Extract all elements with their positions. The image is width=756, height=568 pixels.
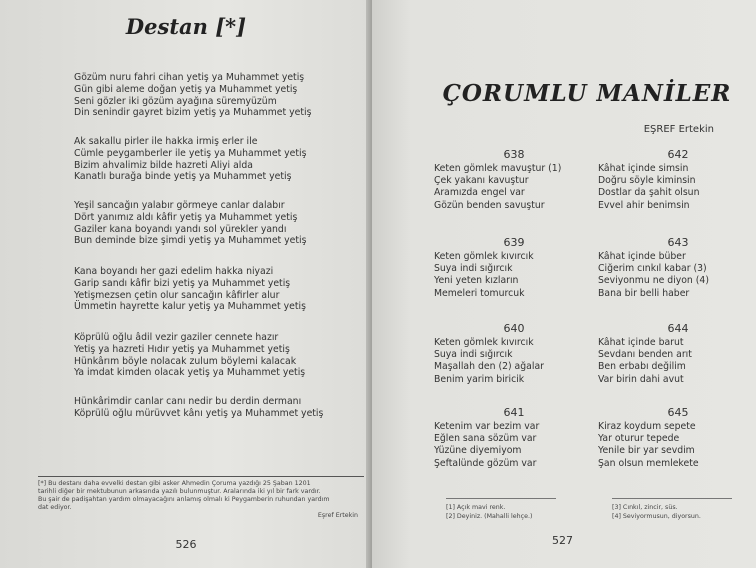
stanza <box>74 332 344 379</box>
mani-line: Kâhat içinde simsin <box>598 163 689 174</box>
mani-line: Ben erbabı değilim <box>598 361 686 373</box>
verse-line: Köprülü oğlu âdil vezir gaziler cennete hazır <box>74 332 279 343</box>
verse-line: Ak sakallu pirler ile hakka irmiş erler ile <box>74 136 258 147</box>
verse-line: Hünkârimdir canlar canı nedir bu derdin dermanı <box>74 396 302 407</box>
mani-line: Aramızda engel var <box>434 187 525 199</box>
mani-number: 640 <box>503 322 525 335</box>
stanza <box>74 136 344 183</box>
mani-line: Yüzüne diyemiyom <box>434 445 522 457</box>
mani-line: Suya indi sığırcık <box>434 263 513 275</box>
mani-line: Bana bir belli haber <box>598 287 690 299</box>
verse-line: Dört yanımız aldı kâfir yetiş ya Muhammet yetiş <box>74 211 298 223</box>
mani-number: 642 <box>667 148 689 161</box>
verse-line: Ya imdat kimden olacak yetiş ya Muhammet yetiş <box>74 367 306 379</box>
mani-number: 638 <box>503 148 525 161</box>
stanza <box>74 266 344 313</box>
mani-line: Eğlen sana sözüm var <box>434 433 537 445</box>
mani-line: Yar oturur tepede <box>598 433 680 445</box>
verse-line: Gün gibi aleme doğan yetiş ya Muhammet yetiş <box>74 83 298 95</box>
page-number-right: 527 <box>552 534 573 547</box>
mani-line: Keten gömlek mavuştur (1) <box>434 163 562 174</box>
verse-line: Hünkârım böyle nolacak zulum böylemi kalacak <box>74 355 297 367</box>
mani-block <box>598 148 756 212</box>
footnote-line: Bu şair de padişahtan yardım olmayacağını anlamış olmalı ki Peygamberin ruhundan yardım <box>38 496 330 503</box>
mani-line: Çek yakanı kavuştur <box>434 175 529 187</box>
verse-line: Gözüm nuru fahri cihan yetiş ya Muhammet yetiş <box>74 72 305 83</box>
mani-block <box>434 148 594 212</box>
mani-line: Kâhat içinde barut <box>598 337 684 348</box>
mani-number: 639 <box>503 236 525 249</box>
mani-line: Şeftalünde gözüm var <box>434 457 537 469</box>
mani-block <box>434 322 594 386</box>
verse-line: Bizim ahvalimiz bilde hazreti Aliyi alda <box>74 159 253 171</box>
mani-line: Dostlar da şahit olsun <box>598 187 700 199</box>
footnote-line: [2] Deyiniz. (Mahalli lehçe.) <box>446 513 533 520</box>
mani-number: 644 <box>667 322 689 335</box>
author-name: EŞREF Ertekin <box>643 124 714 135</box>
mani-line: Memeleri tomurcuk <box>434 287 525 299</box>
verse-line: Gaziler kana boyandı yandı sol yürekler yandı <box>74 223 287 235</box>
verse-line: Ümmetin hayrette kalur yetiş ya Muhammet yetiş <box>74 301 306 313</box>
mani-line: Kiraz koydum sepete <box>598 421 696 432</box>
verse-line: Yeşil sancağın yalabır görmeye canlar dalabır <box>74 200 285 211</box>
mani-line: Suya indi sığırcık <box>434 349 513 361</box>
mani-line: Evvel ahir benimsin <box>598 199 690 211</box>
mani-line: Var birin dahi avut <box>598 373 684 385</box>
mani-number: 643 <box>667 236 689 249</box>
left-footnote <box>38 476 364 520</box>
mani-block <box>598 236 756 300</box>
stanza <box>74 200 344 247</box>
verse-line: Garip sandı kâfir bizi yetiş ya Muhammet yetiş <box>74 277 291 289</box>
verse-line: Din senindir gayret bizim yetiş ya Muhammet yetiş <box>74 107 312 119</box>
mani-line: Sevdanı benden arıt <box>598 349 692 361</box>
stanza <box>74 72 344 119</box>
footnote-line: [1] Açık mavi renk. <box>446 504 506 511</box>
stanza <box>74 396 344 420</box>
mani-line: Şan olsun memlekete <box>598 457 699 469</box>
verse-line: Cümle peygamberler ile yetiş ya Muhammet yetiş <box>74 147 307 159</box>
verse-line: Seni gözler iki gözüm ayağına süremyüzüm <box>74 95 277 107</box>
mani-line: Ciğerim cınkıl kabar (3) <box>598 263 707 275</box>
mani-number: 645 <box>667 406 689 419</box>
verse-line: Bun deminde bize şimdi yetiş ya Muhammet yetiş <box>74 235 307 247</box>
right-footnotes-left <box>446 498 556 521</box>
section-title: ÇORUMLU MANİLER <box>442 80 732 107</box>
left-page <box>0 0 372 568</box>
footnote-line: tarihli diğer bir mektubunun arkasında yazılı bulunmuştur. Aralarında iki yıl bir fark vardır. <box>38 488 321 495</box>
footnote-signature: Eşref Ertekin <box>317 512 358 519</box>
footnote-line: dat ediyor. <box>38 504 72 511</box>
mani-line: Seviyonmu ne diyon (4) <box>598 275 709 287</box>
mani-line: Ketenim var bezim var <box>434 421 540 432</box>
mani-line: Benim yarim biricik <box>434 373 525 385</box>
mani-line: Yenile bir yar sevdim <box>598 445 695 457</box>
footnote-line: [3] Cınkıl, zincir, süs. <box>612 504 678 511</box>
right-page <box>372 0 756 568</box>
verse-line: Kanatlı burağa binde yetiş ya Muhammet yetiş <box>74 171 292 183</box>
right-footnotes-right <box>612 498 732 521</box>
mani-line: Maşallah den (2) ağalar <box>434 361 544 373</box>
mani-line: Gözün benden savuştur <box>434 199 545 211</box>
mani-number: 641 <box>503 406 525 419</box>
mani-line: Keten gömlek kıvırcık <box>434 251 534 262</box>
verse-line: Yetişmezsen çetin olur sancağın kâfirler alur <box>74 289 280 301</box>
mani-block <box>598 406 756 470</box>
mani-line: Yeni yeten kızların <box>434 275 519 287</box>
mani-block <box>598 322 756 386</box>
footnote-line: [4] Seviyormusun, diyorsun. <box>612 513 701 520</box>
mani-block <box>434 236 594 300</box>
mani-block <box>434 406 594 470</box>
mani-line: Doğru söyle kiminsin <box>598 175 696 187</box>
verse-line: Köprülü oğlu mürüvvet kânı yetiş ya Muhammet yetiş <box>74 407 324 419</box>
page-number-left: 526 <box>175 538 197 551</box>
verse-line: Yetiş ya hazreti Hıdır yetiş ya Muhammet yetiş <box>74 343 290 355</box>
verse-line: Kana boyandı her gazi edelim hakka niyazi <box>74 266 274 277</box>
poem-title: Destan [*] <box>125 14 247 39</box>
mani-line: Keten gömlek kıvırcık <box>434 337 534 348</box>
mani-line: Kâhat içinde büber <box>598 251 686 262</box>
footnote-line: [*] Bu destanı daha evvelki destan gibi asker Ahmedin Çoruma yazdığı 25 Şaban 1201 <box>38 480 311 487</box>
